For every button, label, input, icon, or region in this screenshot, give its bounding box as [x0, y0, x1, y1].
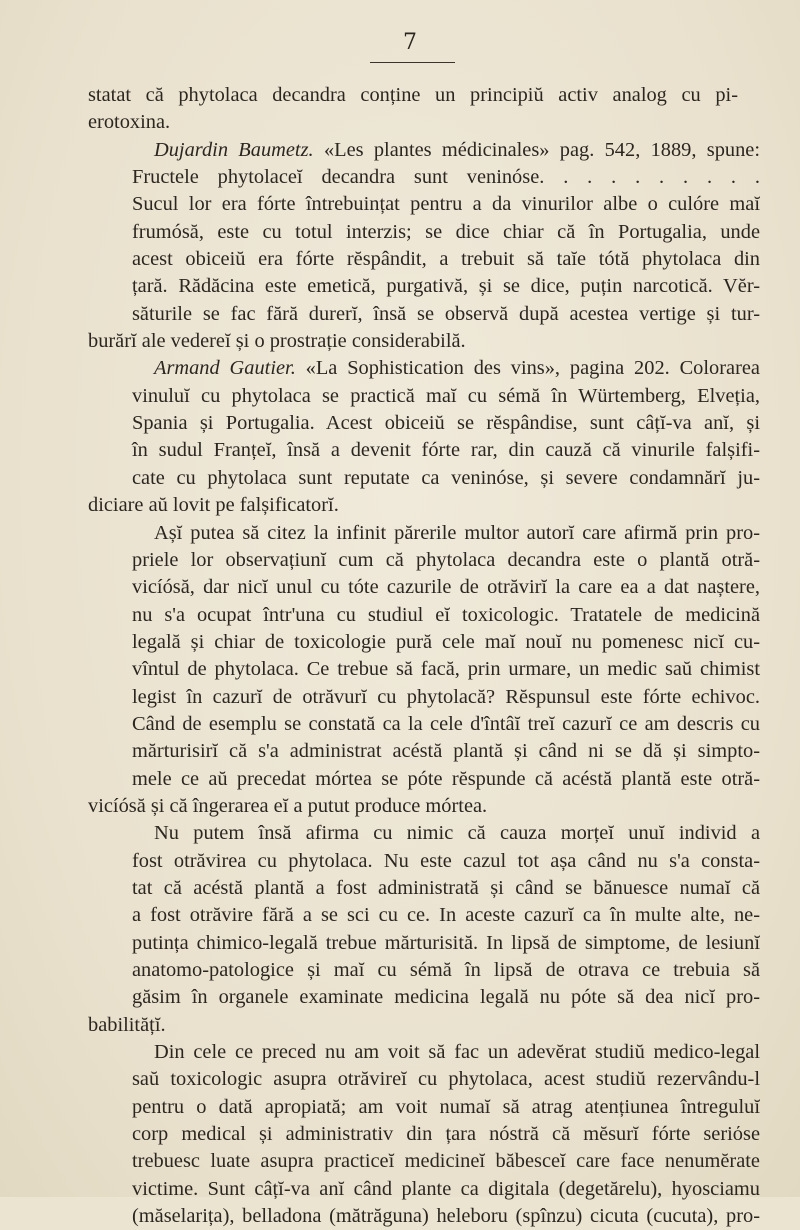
- text-line: Sucul lor era fórte întrebuințat pentru a da vinurilor albe o culóre maĭ: [132, 193, 760, 216]
- text-line: pentru o dată apropiată; am voit numaĭ să atrag atențiunea întreguluĭ: [132, 1095, 760, 1118]
- text-line: vîntul de phytolaca. Ce trebue să facă, prin urmare, un medic saŭ chimist: [132, 658, 760, 681]
- text-line: legist în cazurĭ de otrăvurĭ cu phytolacă? Rĕspunsul este fórte echivoc.: [132, 685, 760, 708]
- text-line: nu s'a ocupat într'una cu studiul eĭ toxicologic. Tratatele de medicină: [132, 603, 760, 626]
- text-line: anatomo-patologice și maĭ cu sémă în lipsă de otrava ce trebuia să: [132, 959, 760, 981]
- text-line: Nu putem însă afirma cu nimic că cauza morțeĭ unuĭ individ a: [154, 822, 760, 845]
- text-line: în sudul Franțeĭ, însă a devenit fórte rar, din cauză că vinurile falșifi-: [132, 439, 760, 462]
- text-line-rest: «Les plantes médicinales» pag. 542, 1889, spune:: [323, 138, 760, 161]
- text-line: mele ce aŭ precedat mórtea se póte rĕspunde că acéstă plantă este otră-: [132, 767, 760, 790]
- text-line: (măselarița), belladona (mătrăguna) heleboru (spînzu) cicuta (cucuta), pro-: [132, 1205, 760, 1228]
- text-line: Spania și Portugalia. Acest obiceiŭ se rĕspândise, sunt câțĭ-va anĭ, și: [132, 412, 760, 435]
- citation-line: [88, 355, 760, 382]
- text-line: burărĭ ale vedereĭ și o prostrație considerabilă.: [88, 330, 466, 353]
- text-line: victime. Sunt câțĭ-va anĭ când plante ca digitala (degetărelu), hyosciamu: [132, 1177, 760, 1200]
- body-text: [88, 82, 760, 1230]
- text-line: Când de esemplu se constată ca la cele d'întâĭ treĭ cazurĭ ce am descris cu: [132, 712, 760, 735]
- text-line: vicíósă și că îngerarea eĭ a putut produce mórtea.: [88, 794, 488, 817]
- text-line: găsim în organele examinate medicina legală nu póte să dea nicĭ pro-: [132, 986, 760, 1009]
- page-number: 7: [403, 30, 417, 55]
- text-line: trebuesc luate asupra practiceĭ medicineĭ băbesceĭ care face nenumĕrate: [132, 1150, 760, 1173]
- text-line: erotoxina.: [88, 111, 171, 134]
- text-line: saŭ toxicologic asupra otrăvireĭ cu phytolaca, acest studiŭ rezervându-l: [132, 1068, 760, 1091]
- text-line: cate cu phytolaca sunt reputate ca veninóse, și severe condamnărĭ ju-: [132, 466, 760, 489]
- text-line: babilitățĭ.: [88, 1013, 166, 1036]
- text-line: Din cele ce preced nu am voit să fac un adevĕrat studiŭ medico-legal: [154, 1041, 760, 1064]
- text-line: a fost otrăvire fără a se sci cu ce. In aceste cazurĭ ca în multe alte, ne-: [132, 904, 760, 927]
- text-line: Așĭ putea să citez la infinit părerile multor autorĭ care afirmă prin pro-: [154, 521, 760, 544]
- text-line: frumósă, este cu totul interzis; se dice chiar că în Portugalia, unde: [132, 220, 760, 243]
- text-line: Fructele phytolaceĭ decandra sunt veninóse. . . . . . . . . .: [132, 166, 760, 189]
- text-line: vinuluĭ cu phytolaca se practică maĭ cu sémă în Würtemberg, Elveția,: [132, 384, 760, 407]
- author-name: Armand Gautier.: [154, 357, 296, 380]
- text-line: corp medical și administrativ din țara nóstră că mĕsurĭ fórte seriόse: [132, 1123, 760, 1146]
- text-line: fost otrăvirea cu phytolaca. Nu este cazul tot așa când nu s'a consta-: [132, 849, 760, 872]
- author-name: Dujardin Baumetz.: [154, 138, 314, 161]
- text-line: săturile se fac fără durerĭ, însă se observă după acestea vertige și tur-: [132, 302, 760, 325]
- text-line: țară. Rădăcina este emetică, purgativă, și se dice, puțin narcotică. Vĕr-: [132, 275, 760, 298]
- page-number-rule: [370, 62, 455, 63]
- text-line: priele lor observațiunĭ cum că phytolaca decandra este o plantă otră-: [132, 548, 760, 571]
- text-line: putința chimico-legală trebue mărturisită. In lipsă de simptome, de lesiunĭ: [132, 931, 760, 954]
- text-line: mărturisirĭ că s'a administrat acéstă plantă și când ni se dă și simpto-: [132, 740, 760, 763]
- text-line: acest obiceiŭ era fórte rĕspândit, a trebuit să taĭe tótă phytolaca din: [132, 248, 760, 271]
- text-line: tat că acéstă plantă a fost administrată și când se bănuesce numaĭ că: [132, 876, 760, 899]
- text-line: diciare aŭ lovit pe falșificatorĭ.: [88, 494, 339, 517]
- citation-line: [88, 137, 760, 164]
- text-line: statat că phytolaca decandra conține un principiŭ activ analog cu pi-: [88, 84, 738, 106]
- text-line-rest: «La Sophistication des vins», pagina 202. Colorarea: [305, 357, 760, 380]
- text-line: vicíósă, dar nicĭ unul cu tóte cazurile de otrăvirĭ la care ea a dat naștere,: [132, 576, 760, 599]
- text-line: legală și chiar de toxicologie pură cele maĭ nouĭ nu pomenesc nicĭ cu-: [132, 630, 760, 653]
